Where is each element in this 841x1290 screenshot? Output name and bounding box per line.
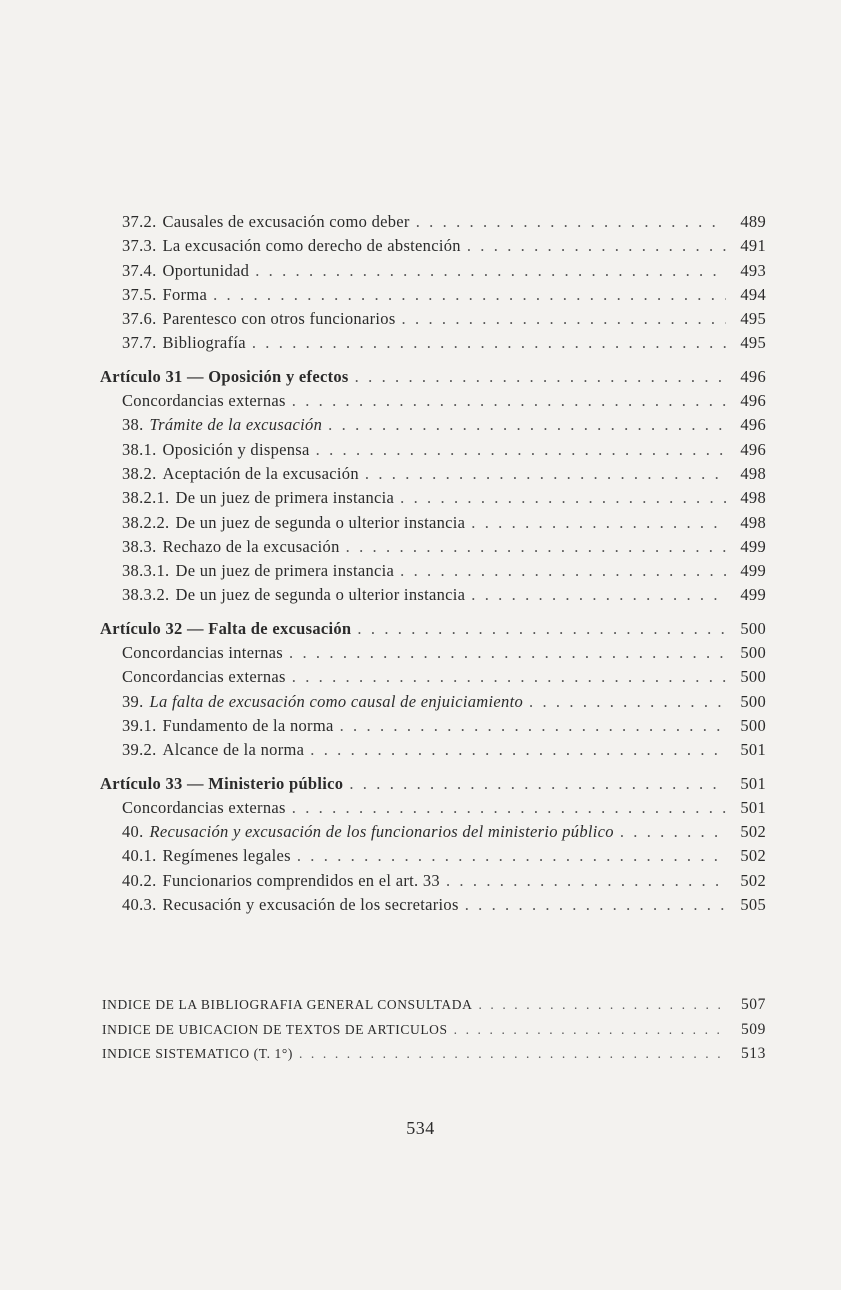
index-title: INDICE DE LA BIBLIOGRAFIA GENERAL CONSULTADA [102,997,473,1012]
toc-entry [100,488,766,512]
entry-number: 37.6. [122,309,157,329]
entry-page-number: 494 [740,284,766,304]
dot-leader [355,367,726,387]
dot-leader [478,997,728,1013]
dot-leader [465,895,726,915]
section-gap [100,765,766,774]
section-gap [100,358,766,367]
entry-page-number: 500 [740,667,766,687]
entry-title: Trámite de la excusación [149,415,323,435]
entry-title: Aceptación de la excusación [162,463,359,483]
index-title: INDICE DE UBICACION DE TEXTOS DE ARTICULOS [102,1021,448,1037]
index-page-number: 513 [740,1045,766,1062]
toc-entry [100,561,766,585]
toc-entry [100,667,766,691]
toc-entry [100,464,766,488]
dot-leader [289,643,726,663]
entry-title: Concordancias externas [122,391,286,411]
entry-number: 40.1. [122,846,157,866]
toc-entry [100,822,766,846]
index-entry [102,1045,766,1070]
index-entry [102,996,766,1021]
entry-title: Fundamento de la norma [162,715,334,735]
toc-entry [100,537,766,561]
entry-title: Concordancias externas [122,667,286,687]
entry-number: 37.7. [122,333,157,353]
dot-leader [416,212,726,232]
toc-entry [100,415,766,439]
entry-page-number: 498 [740,488,766,508]
dot-leader [255,261,726,281]
dot-leader [310,740,726,760]
entry-page-number: 493 [740,260,766,280]
entry-page-number: 501 [740,740,766,760]
entry-title: La falta de excusación como causal de enjuiciamiento [149,691,524,711]
entry-page-number: 496 [740,366,766,386]
toc-entry [100,261,766,285]
entry-title: Oposición y dispensa [162,439,310,459]
toc-entry [100,309,766,333]
dot-leader [328,415,726,435]
entry-page-number: 496 [740,391,766,411]
entry-page-number: 489 [740,212,766,231]
dot-leader [213,285,726,305]
dot-leader [471,585,726,605]
entry-title: De un juez de primera instancia [175,561,395,581]
toc-entry [100,846,766,870]
section-gap [100,610,766,619]
toc-entry [100,740,766,764]
dot-leader [316,440,726,460]
entry-page-number: 500 [740,618,766,638]
toc-entry [100,513,766,537]
dot-leader [292,798,726,818]
entry-title: Recusación y excusación de los secretarios [162,895,459,915]
entry-title: De un juez de segunda o ulterior instancia [175,512,466,532]
toc-entry [100,440,766,464]
entry-number: 40.2. [122,870,157,890]
entry-number: 38.3. [122,536,157,556]
toc-entry [100,798,766,822]
index-list [102,996,766,1070]
toc-entry [100,391,766,415]
article-heading [100,774,766,798]
toc-entry [100,236,766,260]
entry-number: 40.3. [122,895,157,915]
entry-number: 38.2.1. [122,488,170,508]
entry-page-number: 501 [740,797,766,817]
entry-page-number: 502 [740,846,766,866]
entry-title: Parentesco con otros funcionarios [162,309,396,329]
article-heading [100,367,766,391]
entry-title: Concordancias internas [122,643,284,663]
dot-leader [297,846,726,866]
entry-title: La excusación como derecho de abstención [162,236,461,256]
toc-entry [100,333,766,357]
entry-page-number: 505 [740,895,766,915]
entry-number: 38.1. [122,439,157,459]
entry-page-number: 500 [740,691,766,711]
toc-entry [100,895,766,919]
toc-entry [100,212,766,236]
entry-title: Recusación y excusación de los funcionarios del ministerio público [149,822,614,842]
dot-leader [400,561,726,581]
dot-leader [529,692,726,712]
entry-title: De un juez de primera instancia [175,488,395,508]
entry-page-number: 495 [740,333,766,353]
dot-leader [400,488,726,508]
entry-page-number: 500 [740,715,766,735]
entry-title: Forma [162,284,208,304]
entry-title: Bibliografía [162,333,246,353]
index-page-number: 509 [740,1020,766,1038]
entry-title: Artículo 33 — Ministerio público [100,773,344,793]
entry-number: 39.1. [122,715,157,735]
toc-entry [100,643,766,667]
entry-number: 38.2.2. [122,512,170,532]
toc-entry [100,692,766,716]
entry-title: Regímenes legales [162,846,291,866]
entry-page-number: 496 [740,415,766,435]
article-heading [100,619,766,643]
entry-number: 37.3. [122,236,157,256]
dot-leader [292,667,726,687]
entry-number: 37.5. [122,284,157,304]
dot-leader [340,716,726,736]
entry-title: Causales de excusación como deber [162,212,410,231]
table-of-contents [100,212,766,919]
entry-page-number: 499 [740,561,766,581]
toc-entry [100,285,766,309]
entry-number: 39.2. [122,740,157,760]
entry-title: Artículo 31 — Oposición y efectos [100,366,349,386]
dot-leader [292,391,726,411]
entry-title: Concordancias externas [122,797,286,817]
dot-leader [454,1022,728,1038]
dot-leader [365,464,726,484]
entry-page-number: 500 [740,643,766,663]
entry-title: Alcance de la norma [162,740,305,760]
page-number: 534 [406,1118,435,1138]
index-entry [102,1021,766,1046]
entry-page-number: 491 [740,236,766,256]
dot-leader [471,513,726,533]
dot-leader [620,822,726,842]
toc-entry [100,716,766,740]
entry-number: 38. [122,415,144,435]
dot-leader [346,537,726,557]
entry-title: Rechazo de la excusación [162,536,340,556]
entry-number: 37.2. [122,212,157,231]
entry-page-number: 499 [740,536,766,556]
entry-page-number: 495 [740,309,766,329]
index-page-number: 507 [740,996,766,1013]
dot-leader [299,1046,728,1062]
entry-title: Oportunidad [162,260,250,280]
entry-title: Funcionarios comprendidos en el art. 33 [162,870,440,890]
entry-page-number: 498 [740,512,766,532]
entry-page-number: 502 [740,870,766,890]
index-title: INDICE SISTEMATICO (T. 1°) [102,1046,293,1061]
dot-leader [446,871,726,891]
toc-entry [100,871,766,895]
entry-number: 38.3.2. [122,585,170,605]
dot-leader [467,236,726,256]
entry-page-number: 499 [740,585,766,605]
dot-leader [402,309,726,329]
entry-number: 37.4. [122,260,157,280]
entry-page-number: 502 [740,822,766,842]
dot-leader [252,333,726,353]
entry-number: 38.2. [122,463,157,483]
entry-number: 40. [122,822,144,842]
toc-entry [100,585,766,609]
entry-title: De un juez de segunda o ulterior instancia [175,585,466,605]
entry-number: 38.3.1. [122,561,170,581]
dot-leader [357,619,726,639]
entry-page-number: 501 [740,773,766,793]
entry-number: 39. [122,691,144,711]
dot-leader [349,774,726,794]
entry-page-number: 496 [740,439,766,459]
entry-page-number: 498 [740,463,766,483]
entry-title: Artículo 32 — Falta de excusación [100,618,352,638]
